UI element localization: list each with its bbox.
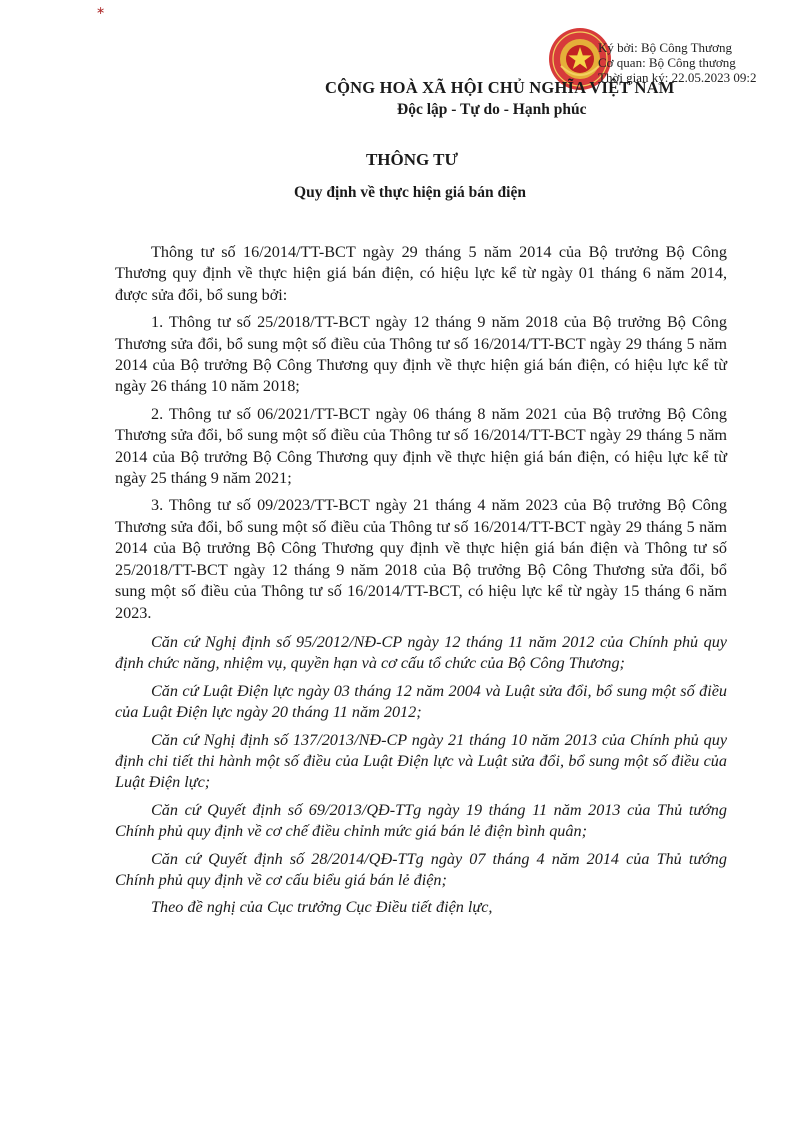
proposal-line: Theo đề nghị của Cục trưởng Cục Điều tiết điện lực, bbox=[151, 898, 493, 917]
amendment-item: 2. Thông tư số 06/2021/TT-BCT ngày 06 tháng 8 năm 2021 của Bộ trưởng Bộ Công Thương sửa đổi, bổ sung một số điều của Thông tư số 16/2014/TT-BCT ngày 29 tháng 5 năm 2014 của Bộ trưởng Bộ Công Thương quy định về thực hiện giá bán điện, có hiệu lực kể từ ngày 25 tháng 9 năm 2021; bbox=[115, 404, 727, 488]
signature-signer: Ký bởi: Bộ Công Thương bbox=[598, 40, 732, 55]
amendment-item: 1. Thông tư số 25/2018/TT-BCT ngày 12 tháng 9 năm 2018 của Bộ trưởng Bộ Công Thương sửa đổi, bổ sung một số điều của Thông tư số 16/2014/TT-BCT ngày 29 tháng 5 năm 2014 của Bộ trưởng Bộ Công Thương quy định về thực hiện giá bán điện, có hiệu lực kể từ ngày 26 tháng 10 năm 2018; bbox=[115, 313, 727, 396]
legal-basis: Căn cứ Quyết định số 28/2014/QĐ-TTg ngày 07 tháng 4 năm 2014 của Thủ tướng Chính phủ quy định về cơ cấu biểu giá bán lẻ điện; bbox=[115, 849, 727, 889]
legal-basis: Căn cứ Nghị định số 95/2012/NĐ-CP ngày 12 tháng 11 năm 2012 của Chính phủ quy định chức năng, nhiệm vụ, quyền hạn và cơ cấu tổ chức của Bộ Công Thương; bbox=[115, 632, 727, 673]
amendment-item: 3. Thông tư số 09/2023/TT-BCT ngày 21 tháng 4 năm 2023 của Bộ trưởng Bộ Công Thương sửa đổi, bổ sung một số điều của Thông tư số 16/2014/TT-BCT ngày 29 tháng 5 năm 2014 của Bộ trưởng Bộ Công Thương quy định về thực hiện giá bán điện và Thông tư số 25/2018/TT-BCT ngày 12 tháng 9 năm 2018 của Bộ trưởng Bộ Công Thương sửa đổi, bổ sung một số điều của Thông tư số 16/2014/TT-BCT, có hiệu lực kể từ ngày 15 tháng 6 năm 2023. bbox=[115, 496, 727, 622]
intro-paragraph: Thông tư số 16/2014/TT-BCT ngày 29 tháng 5 năm 2014 của Bộ trưởng Bộ Công Thương quy định về thực hiện giá bán điện, có hiệu lực kể từ ngày 01 tháng 6 năm 2014, được sửa đổi, bổ sung bởi: bbox=[115, 243, 727, 304]
legal-basis: Căn cứ Nghị định số 137/2013/NĐ-CP ngày 21 tháng 10 năm 2013 của Chính phủ quy định chi tiết thi hành một số điều của Luật Điện lực và Luật sửa đổi, bổ sung một số điều của Luật Điện lực; bbox=[115, 730, 727, 792]
national-motto: Độc lập - Tự do - Hạnh phúc bbox=[397, 101, 587, 118]
nation-title: CỘNG HOÀ XÃ HỘI CHỦ NGHĨA VIỆT NAM bbox=[325, 78, 675, 97]
document-body bbox=[115, 242, 727, 925]
margin-mark: ∗ bbox=[96, 5, 106, 17]
signature-time: Thời gian ký: 22.05.2023 09:2 bbox=[598, 70, 757, 85]
document-subtitle: Quy định về thực hiện giá bán điện bbox=[294, 184, 526, 201]
legal-basis: Căn cứ Quyết định số 69/2013/QĐ-TTg ngày 19 tháng 11 năm 2013 của Thủ tướng Chính phủ quy định về cơ chế điều chỉnh mức giá bán lẻ điện bình quân; bbox=[115, 800, 727, 841]
legal-basis: Căn cứ Luật Điện lực ngày 03 tháng 12 năm 2004 và Luật sửa đổi, bổ sung một số điều của Luật Điện lực ngày 20 tháng 11 năm 2012; bbox=[115, 681, 727, 722]
signature-agency: Cơ quan: Bộ Công thương bbox=[598, 55, 736, 70]
document-title: THÔNG TƯ bbox=[365, 150, 459, 169]
